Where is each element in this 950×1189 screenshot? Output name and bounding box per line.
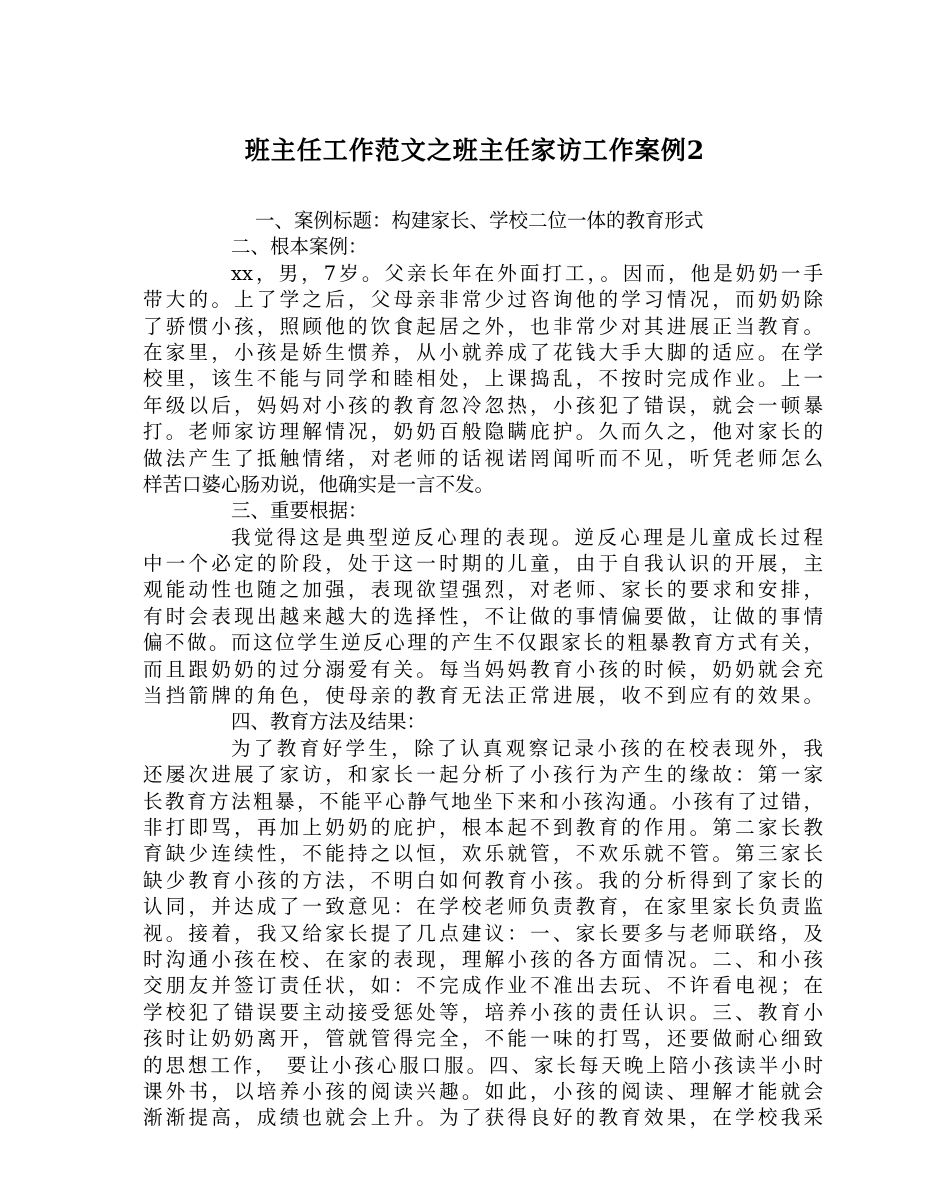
paragraph-line: xx，男，7岁。父亲长年在外面打工，。因而，他是奶奶一手 bbox=[231, 261, 823, 285]
paragraph-line: 育缺少连续性，不能持之以恒，欢乐就管，不欢乐就不管。第三家长 bbox=[143, 842, 823, 866]
paragraph-line: 视。接着，我又给家长提了几点建议：一、家长要多与老师联络，及 bbox=[143, 921, 823, 945]
paragraph-line: 缺少教育小孩的方法，不明白如何教育小孩。我的分析得到了家长的 bbox=[143, 868, 823, 892]
paragraph-line: 孩时让奶奶离开，管就管得完全，不能一味的打骂，还要做耐心细致 bbox=[143, 1027, 823, 1051]
paragraph-line: 偏不做。而这位学生逆反心理的产生不仅跟家长的粗暴教育方式有关， bbox=[143, 631, 823, 655]
paragraph-line: 在家里，小孩是娇生惯养，从小就养成了花钱大手大脚的适应。在学 bbox=[143, 340, 823, 364]
paragraph-line: 做法产生了抵触情绪，对老师的话视诺罔闻听而不见，听凭老师怎么 bbox=[143, 446, 823, 470]
paragraph-line: 中一个必定的阶段，处于这一时期的儿童，由于自我认识的开展，主 bbox=[143, 552, 823, 576]
document-title: 班主任工作范文之班主任家访工作案例2 bbox=[244, 136, 706, 165]
paragraph-line: 观能动性也随之加强，表现欲望强烈，对老师、家长的要求和安排， bbox=[143, 578, 823, 602]
document-body bbox=[143, 208, 823, 1132]
case-heading-title: 一、案例标题：构建家长、学校二位一体的教育形式 bbox=[255, 209, 704, 232]
paragraph-line: 还屡次进展了家访，和家长一起分析了小孩行为产生的缘故：第一家 bbox=[143, 763, 823, 787]
case-heading-basis: 三、重要根据： bbox=[231, 499, 368, 523]
paragraph-line: 校里，该生不能与同学和睦相处，上课捣乱，不按时完成作业。上一 bbox=[143, 367, 823, 391]
paragraph-line: 我觉得这是典型逆反心理的表现。逆反心理是儿童成长过程 bbox=[231, 525, 823, 549]
paragraph-line: 打。老师家访理解情况，奶奶百般隐瞒庇护。久而久之，他对家长的 bbox=[143, 420, 823, 444]
paragraph-line: 非打即骂，再加上奶奶的庇护，根本起不到教育的作用。第二家长教 bbox=[143, 815, 823, 839]
paragraph-line: 年级以后，妈妈对小孩的教育忽冷忽热，小孩犯了错误，就会一顿暴 bbox=[143, 393, 823, 417]
paragraph-line: 课外书，以培养小孩的阅读兴趣。如此，小孩的阅读、理解才能就会 bbox=[143, 1079, 823, 1103]
case-heading-method: 四、教育方法及结果： bbox=[231, 710, 427, 734]
case-heading-basic: 二、根本案例： bbox=[231, 235, 368, 259]
paragraph-line: 长教育方法粗暴，不能平心静气地坐下来和小孩沟通。小孩有了过错， bbox=[143, 789, 823, 813]
paragraph-line: 当挡箭牌的角色，使母亲的教育无法正常进展，收不到应有的效果。 bbox=[143, 684, 823, 708]
paragraph-line: 的思想工作， 要让小孩心服口服。四、家长每天晚上陪小孩读半小时 bbox=[143, 1053, 823, 1077]
paragraph-line: 时沟通小孩在校、在家的表现，理解小孩的各方面情况。二、和小孩 bbox=[143, 947, 823, 971]
paragraph-line: 了骄惯小孩，照顾他的饮食起居之外，也非常少对其进展正当教育。 bbox=[143, 314, 823, 338]
paragraph-line: 渐渐提高，成绩也就会上升。为了获得良好的教育效果，在学校我采 bbox=[143, 1106, 823, 1130]
paragraph-line: 带大的。上了学之后，父母亲非常少过咨询他的学习情况，而奶奶除 bbox=[143, 288, 823, 312]
paragraph-line: 认同，并达成了一致意见：在学校老师负责教育，在家里家长负责监 bbox=[143, 895, 823, 919]
paragraph-line: 学校犯了错误要主动接受惩处等，培养小孩的责任认识。三、教育小 bbox=[143, 1000, 823, 1024]
paragraph-line: 样苦口婆心肠劝说，他确实是一言不发。 bbox=[143, 472, 495, 496]
paragraph-line: 而且跟奶奶的过分溺爱有关。每当妈妈教育小孩的时候，奶奶就会充 bbox=[143, 657, 823, 681]
paragraph-line: 有时会表现出越来越大的选择性，不让做的事情偏要做，让做的事情 bbox=[143, 604, 823, 628]
paragraph-line: 为了教育好学生，除了认真观察记录小孩的在校表现外，我 bbox=[231, 736, 823, 760]
paragraph-line: 交朋友并签订责任状，如：不完成作业不准出去玩、不许看电视；在 bbox=[143, 974, 823, 998]
